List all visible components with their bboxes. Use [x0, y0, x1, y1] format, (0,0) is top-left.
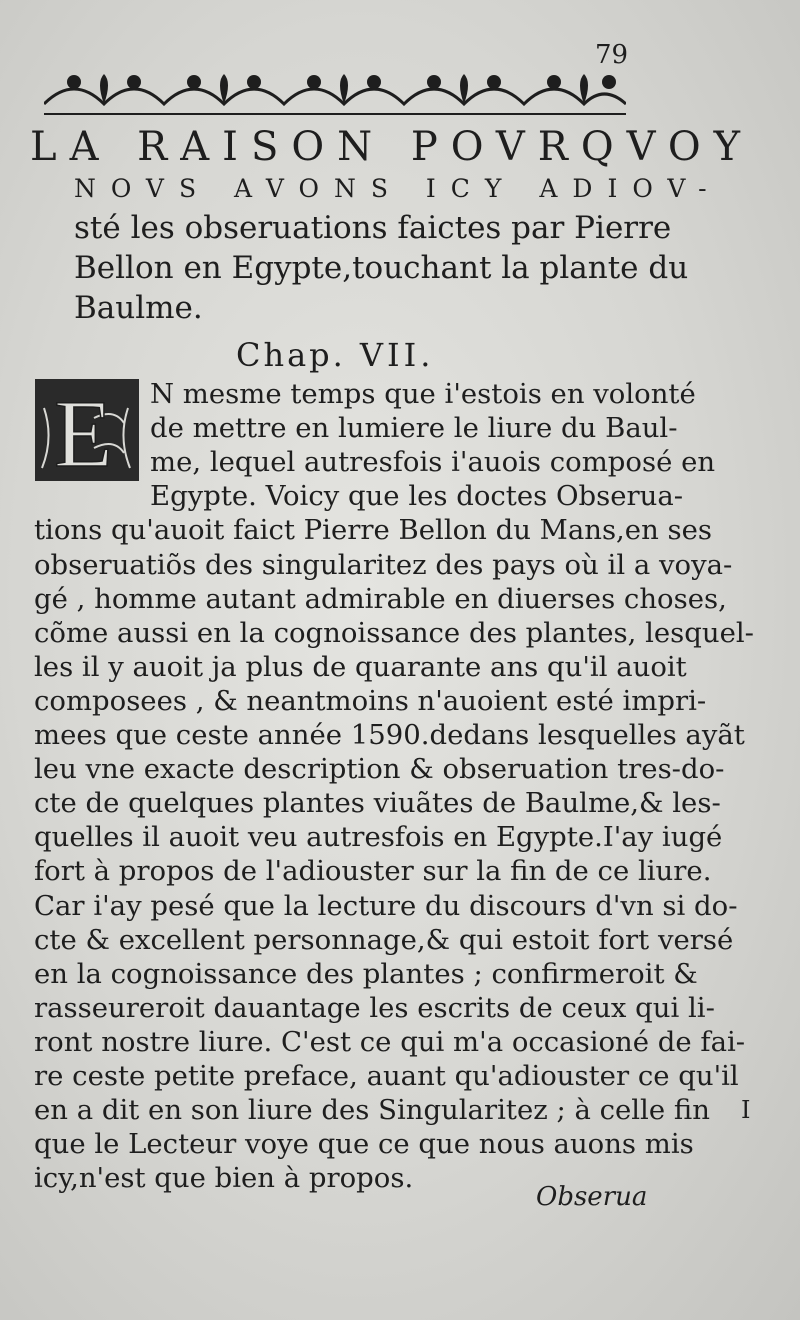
body-line: quelles il auoit veu autresfois en Egypte.I'ay iugé — [34, 821, 723, 854]
body-line: cõme aussi en la cognoissance des plantes, lesquel- — [34, 616, 754, 649]
body-line: de mettre en lumiere le liure du Baul- — [150, 412, 678, 445]
chapter-heading — [236, 336, 434, 374]
body-line: me, lequel autresfois i'auois composé en — [150, 446, 716, 479]
body-line: gé , homme autant admirable en diuerses choses, — [34, 582, 727, 615]
title-line-5: Baulme. — [74, 290, 203, 326]
catchword: Obserua — [536, 1182, 648, 1212]
body-line: mees que ceste année 1590.dedans lesquelles ayãt — [34, 719, 745, 751]
body-line: en a dit en son liure des Singularitez ; à celle fin — [34, 1094, 710, 1127]
title-line-2: NOVS AVONS ICY ADIOV- — [74, 174, 722, 203]
body-line: obseruatiõs des singularitez des pays où il a voya- — [34, 548, 733, 581]
title-line-4: Bellon en Egypte,touchant la plante du — [74, 250, 689, 286]
body-line: Egypte. Voicy que les doctes Obserua- — [150, 480, 684, 513]
body-line: fort à propos de l'adiouster sur la fin de ce liure. — [34, 855, 712, 888]
body-line: Car i'ay pesé que la lecture du discours d'vn si do- — [34, 889, 738, 922]
body-line: re ceste petite preface, auant qu'adiouster ce qu'il — [34, 1060, 739, 1092]
body-line: en la cognoissance des plantes ; confirmeroit & — [34, 957, 698, 990]
body-line: ront nostre liure. C'est ce qui m'a occasioné de fai- — [34, 1025, 746, 1058]
body-line: les il y auoit ja plus de quarante ans qu'il auoit — [34, 650, 687, 683]
decorated-initial-icon — [34, 378, 140, 482]
dropcap-letter: E — [54, 380, 113, 482]
body-line: leu vne exacte description & obseruation tres-do- — [34, 753, 725, 786]
body-line: N mesme temps que i'estois en volonté — [150, 378, 696, 410]
body-line: rasseureroit dauantage les escrits de ceux qui li- — [34, 991, 715, 1024]
body-line: composees , & neantmoins n'auoient esté impri- — [34, 684, 707, 717]
body-line: que le Lecteur voye que ce que nous auons mis — [34, 1128, 694, 1161]
title-line-1: LA RAISON POVRQVOY — [30, 124, 754, 170]
body-line: cte & excellent personnage,& qui estoit fort versé — [34, 923, 734, 956]
margin-mark: I — [741, 1096, 751, 1124]
floral-headpiece-icon — [44, 64, 626, 118]
page-number: 79 — [595, 40, 629, 70]
body-line: tions qu'auoit faict Pierre Bellon du Mans,en ses — [34, 514, 713, 547]
chapter-number: VII. — [359, 336, 435, 374]
title-line-3: sté les obseruations faictes par Pierre — [74, 210, 672, 246]
body-line: icy,n'est que bien à propos. — [34, 1162, 414, 1195]
chapter-label: Chap. — [236, 336, 346, 374]
body-line: cte de quelques plantes viuãtes de Baulme,& les- — [34, 787, 721, 820]
